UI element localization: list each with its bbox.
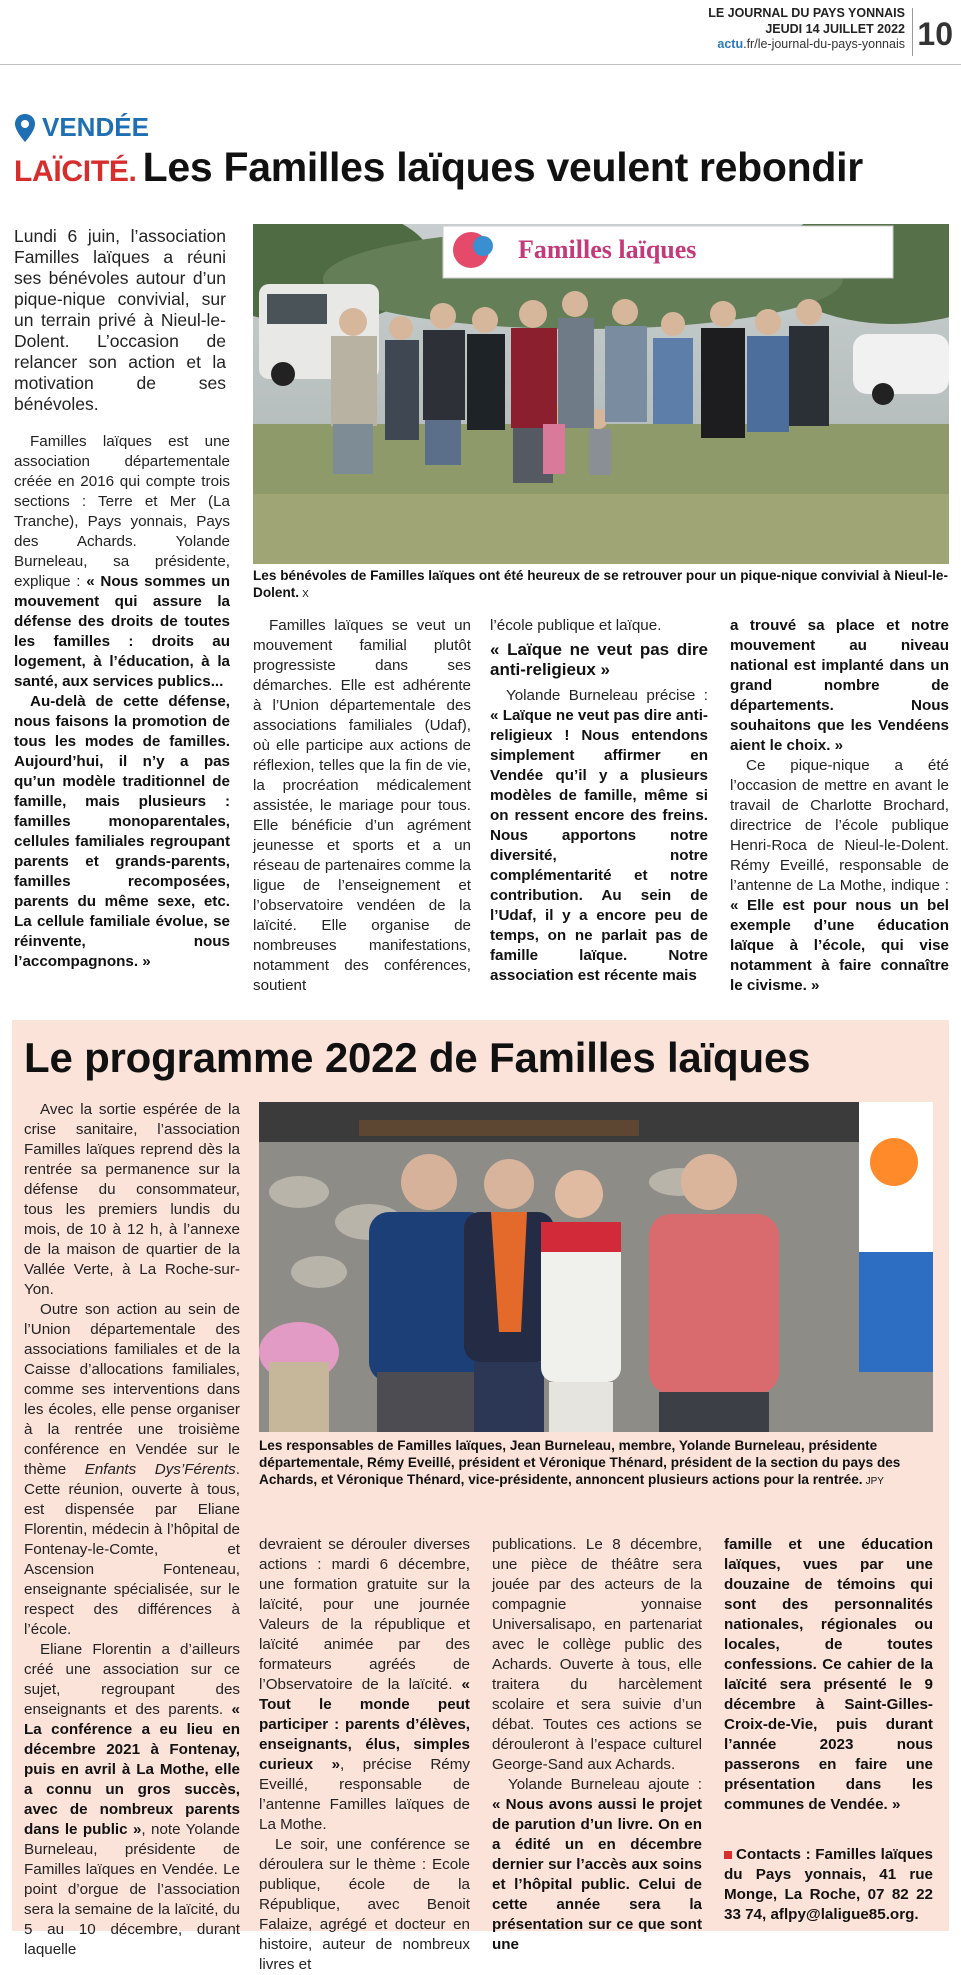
bullet-square-icon (724, 1851, 732, 1859)
issue-date: JEUDI 14 JUILLET 2022 (765, 21, 905, 36)
location-pin-icon (14, 113, 36, 143)
header-divider (912, 8, 913, 56)
article1-column-3 (490, 616, 708, 986)
officials-photo-image (259, 1102, 933, 1432)
page-header (0, 0, 961, 65)
paragraph: devraient se dérouler diverses actions : mardi 6 décembre, une formation gratuite sur la laïcité, pour une journée Valeurs de la république et laïcité animée par des formateurs agréés de l’Observatoire de la laïcité. « Tout le monde peut participer : parents d’élèves, enseignants, élus, simples curieux », précise Rémy Eveillé, responsable de l’antenne Familles laïques de La Mothe. (259, 1536, 470, 1833)
paragraph: Eliane Florentin a d’ailleurs créé une association sur ce sujet, regroupant des enseignants et des parents. « La conférence a eu lieu en décembre 2021 à Fontenay, puis en avril à La Mothe, elle a connu un gros succès, avec de nombreux parents dans le public », note Yolande Burneleau, présidente de Familles laïques en Vendée. Le point d’orgue de l’association sera la semaine de la laïcité, du 5 au 10 décembre, durant laquelle (24, 1641, 240, 1958)
headline-title: Les Familles laïques veulent rebondir (142, 144, 863, 190)
journal-url[interactable]: actu.fr/le-journal-du-pays-yonnais (717, 37, 905, 51)
article2-photo (259, 1102, 933, 1432)
paragraph: publications. Le 8 décembre, une pièce de théâtre sera jouée par des acteurs de la compagnie yonnaise Universalisapo, en partenariat avec le collège public des Achards. Ouverte à tous, elle traitera du harcèlement scolaire et sera suivie d’un débat. Toutes ces actions se dérouleront à l’espace culturel George-Sand aux Achards. (492, 1536, 702, 1773)
article1-photo-caption: Les bénévoles de Familles laïques ont été heureux de se retrouver pour un pique-nique convivial à Nieul-le-Dolent. X (253, 568, 948, 600)
group-photo-image (253, 224, 949, 564)
paragraph: Outre son action au sein de l’Union départementale des associations familiales et de la Caisse d’allocations familiales, comme ses interventions dans les écoles, elle pense organiser à la rentrée une troisième conférence en Vendée sur le thème Enfants Dys’Férents. Cette réunion, ouverte à tous, est dispensée par Eliane Florentin, médecin à l’hôpital de Fontenay-le-Comte, et Ascension Fonteneau, enseignante spécialisée, sur le respect des différences à l’école. (24, 1301, 240, 1638)
program-title: Le programme 2022 de Familles laïques (24, 1034, 811, 1081)
article1-photo (253, 224, 949, 564)
paragraph: Au-delà de cette défense, nous faisons la promotion de tous les modes de familles. Aujourd’hui, il n’y a pas qu’un modèle traditionnel de famille, mais plusieurs : familles monoparentales, cellules familiales regroupant parents et grands-parents, familles recomposées, parents du même sexe, etc. La cellule familiale évolue, se réinvente, nous l’accompagnons. » (14, 693, 230, 970)
article1-column-2 (253, 616, 471, 996)
article2-photo-caption: Les responsables de Familles laïques, Jean Burneleau, membre, Yolande Burneleau, présidente départementale, Rémy Eveillé, président et Véronique Thénard, président de la section du pays des Achards, et Véronique Thénard, vice-présidente, annoncent plusieurs actions pour la rentrée. JPY (259, 1438, 901, 1487)
paragraph: Yolande Burneleau ajoute : « Nous avons aussi le projet de parution d’un livre. On en a édité un en décembre dernier sur l’accès aux soins et l’hôpital public. Celui de cette année sera la présentation sur ce que sont une (492, 1776, 702, 1953)
paragraph: Familles laïques se veut un mouvement familial plutôt progressiste dans ses démarches. Elle est adhérente à l’Union départementale des associations familiales (Udaf), où elle participe aux actions de réflexion, telles que la fin de vie, la procréation médicalement assistée, le mariage pour tous. Elle bénéficie d’un agrément jeunesse et sports et a un réseau de partenaires comme la ligue de l’enseignement et l’observatoire vendéen de la laïcité. Elle organise de nombreuses manifestations, notamment des conférences, soutient (253, 617, 471, 994)
paragraph: Le soir, une conférence se déroulera sur le thème : Ecole publique, école de la République, avec Benoit Falaize, agrégé et docteur en histoire, auteur de nombreux livres et (259, 1836, 470, 1973)
article2-column-1 (24, 1100, 240, 1960)
banner-text: Familles laïques (518, 235, 697, 264)
article2-column-3 (492, 1535, 702, 1955)
paragraph: Familles laïques est une association départementale créée en 2016 qui compte trois sections : Terre et Mer (La Tranche), Pays yonnais, Pays des Achards. Yolande Burneleau, sa présidente, explique : « Nous sommes un mouvement qui assure la défense des droits de toutes les familles : droits au logement, à l’éducation, à la santé, aux services publics... (14, 433, 230, 690)
headline-kicker: LAÏCITÉ. (14, 155, 137, 188)
article1-column-1 (14, 432, 230, 972)
paragraph: Ce pique-nique a été l’occasion de mettre en avant le travail de Charlotte Brochard, directrice de l’école publique Henri-Roca de Nieul-le-Dolent. Rémy Eveillé, responsable de l’antenne de La Mothe, indique : « Elle est pour nous un bel exemple d’une éducation laïque à l’école, qui vise notamment à faire connaître le civisme. » (730, 757, 949, 994)
article-headline (14, 144, 863, 191)
paragraph: a trouvé sa place et notre mouvement au niveau national est implanté dans un grand nombre de départements. Nous souhaitons que les Vendéens aient le choix. » (730, 617, 949, 754)
paragraph: l’école publique et laïque. (490, 617, 662, 634)
paragraph: Yolande Burneleau précise : « Laïque ne veut pas dire anti-religieux ! Nous entendons simplement affirmer en Vendée qu’il y a plusieurs modèles de famille, même si on ressent encore des freins. Nous apportons notre diversité, notre complémentarité et notre contribution. Au sein de l’Udaf, il y a encore peu de temps, on ne parlait pas de famille laïque. Notre association est récente mais (490, 687, 708, 984)
photo-credit: X (302, 589, 309, 600)
article2-column-4 (724, 1535, 933, 1925)
contacts-block: Contacts : Familles laïques du Pays yonnais, 41 rue Monge, La Roche, 07 82 22 33 74, aflpy@laligue85.org. (724, 1846, 933, 1923)
paragraph: Avec la sortie espérée de la crise sanitaire, l’association Familles laïques reprend dès la rentrée sa permanence sur la défense du consommateur, tous les premiers lundis du mois, de 10 à 12 h, à l’annexe de la maison de quartier de la Vallée Verte, à La Roche-sur-Yon. (24, 1101, 240, 1298)
paragraph: famille et une éducation laïques, vues par une douzaine de témoins qui sont des personnalités nationales, régionales ou locales, de toutes confessions. Ce cahier de la laïcité sera présenté le 9 décembre à Saint-Gilles-Croix-de-Vie, puis durant l’année 2023 nous passerons en faire une présentation dans les communes de Vendée. » (724, 1536, 933, 1813)
page-number: 10 (917, 16, 953, 52)
header-text (708, 6, 905, 53)
section-name: VENDÉE (42, 112, 149, 142)
journal-name: LE JOURNAL DU PAYS YONNAIS (708, 6, 905, 20)
article2-column-2 (259, 1535, 470, 1975)
article-lead: Lundi 6 juin, l’association Familles laïques a réuni ses bénévoles autour d’un pique-nique convivial, sur un terrain privé à Nieul-le-Dolent. L’occasion de relancer son action et la motivation de ses bénévoles. (14, 226, 226, 414)
photo-credit: JPY (865, 1476, 884, 1487)
article1-column-4 (730, 616, 949, 996)
subheading: « Laïque ne veut pas dire anti-religieux » (490, 640, 708, 679)
section-label (14, 112, 149, 143)
